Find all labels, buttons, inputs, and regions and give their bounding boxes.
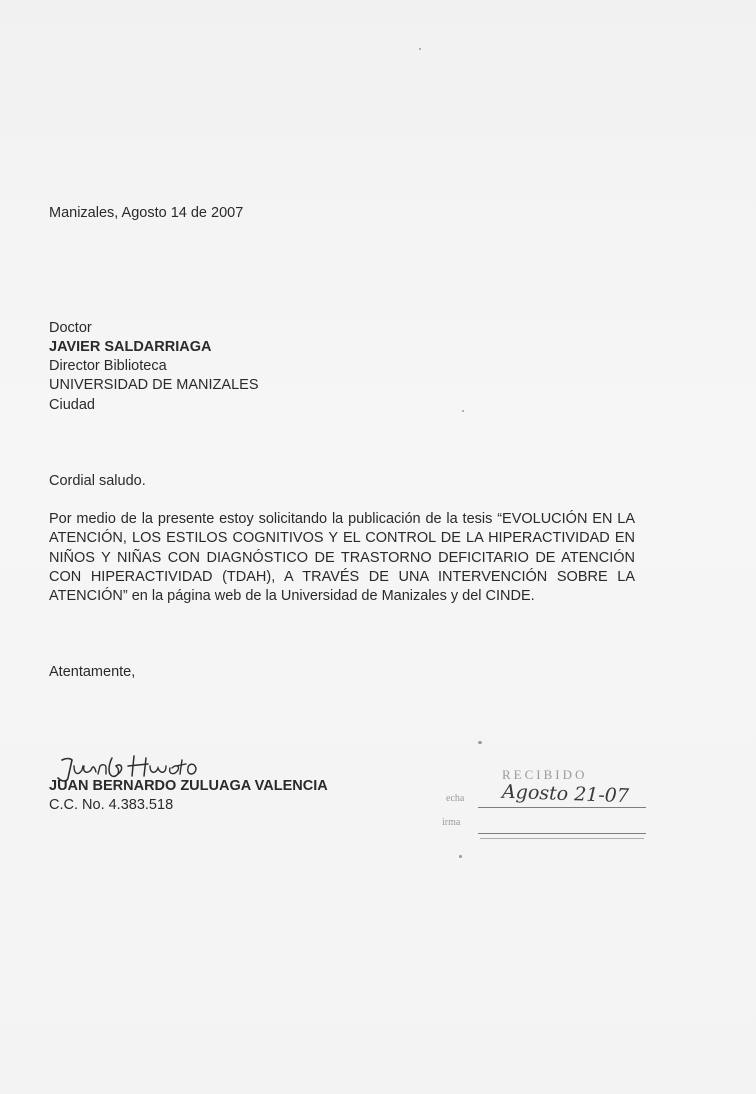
closing: Atentamente,: [49, 664, 136, 680]
received-stamp: [440, 735, 660, 865]
paper-speck: [419, 48, 421, 50]
recipient-title: Doctor: [49, 320, 92, 336]
greeting: Cordial saludo.: [49, 473, 146, 489]
stamp-date-value: Agosto 21-07: [501, 780, 630, 808]
stamp-bottom-line: [480, 838, 644, 839]
paper-speck: [462, 410, 464, 412]
recipient-city: Ciudad: [49, 397, 95, 413]
stamp-signature-label: irma: [442, 817, 461, 828]
recipient-position: Director Biblioteca: [49, 358, 167, 374]
recipient-institution: UNIVERSIDAD DE MANIZALES: [49, 377, 259, 393]
paper-speck: [478, 741, 482, 744]
date-line: Manizales, Agosto 14 de 2007: [49, 205, 244, 221]
recipient-name: JAVIER SALDARRIAGA: [49, 339, 212, 355]
sender-id: C.C. No. 4.383.518: [49, 797, 174, 813]
sender-name: JUAN BERNARDO ZULUAGA VALENCIA: [49, 778, 328, 794]
stamp-title: RECIBIDO: [502, 767, 588, 782]
stamp-date-label: echa: [446, 793, 465, 804]
letter-body: Por medio de la presente estoy solicitando la publicación de la tesis “EVOLUCIÓN EN LA ATENCIÓN, LOS ESTILOS COGNITIVOS Y EL CONTROL DE LA HIPERACTIVIDAD EN NIÑOS Y NIÑAS CON DIAGNÓSTICO DE TRASTORNO DEFICITARIO DE ATENCIÓN CON HIPERACTIVIDAD (TDAH), A TRAVÉS DE UNA INTERVENCIÓN SOBRE LA ATENCIÓN” en la página web de la Universidad de Manizales y del CINDE.: [49, 511, 635, 605]
stamp-date-line: [478, 807, 646, 808]
paper-speck: [459, 855, 462, 858]
stamp-signature-line: [478, 833, 646, 834]
